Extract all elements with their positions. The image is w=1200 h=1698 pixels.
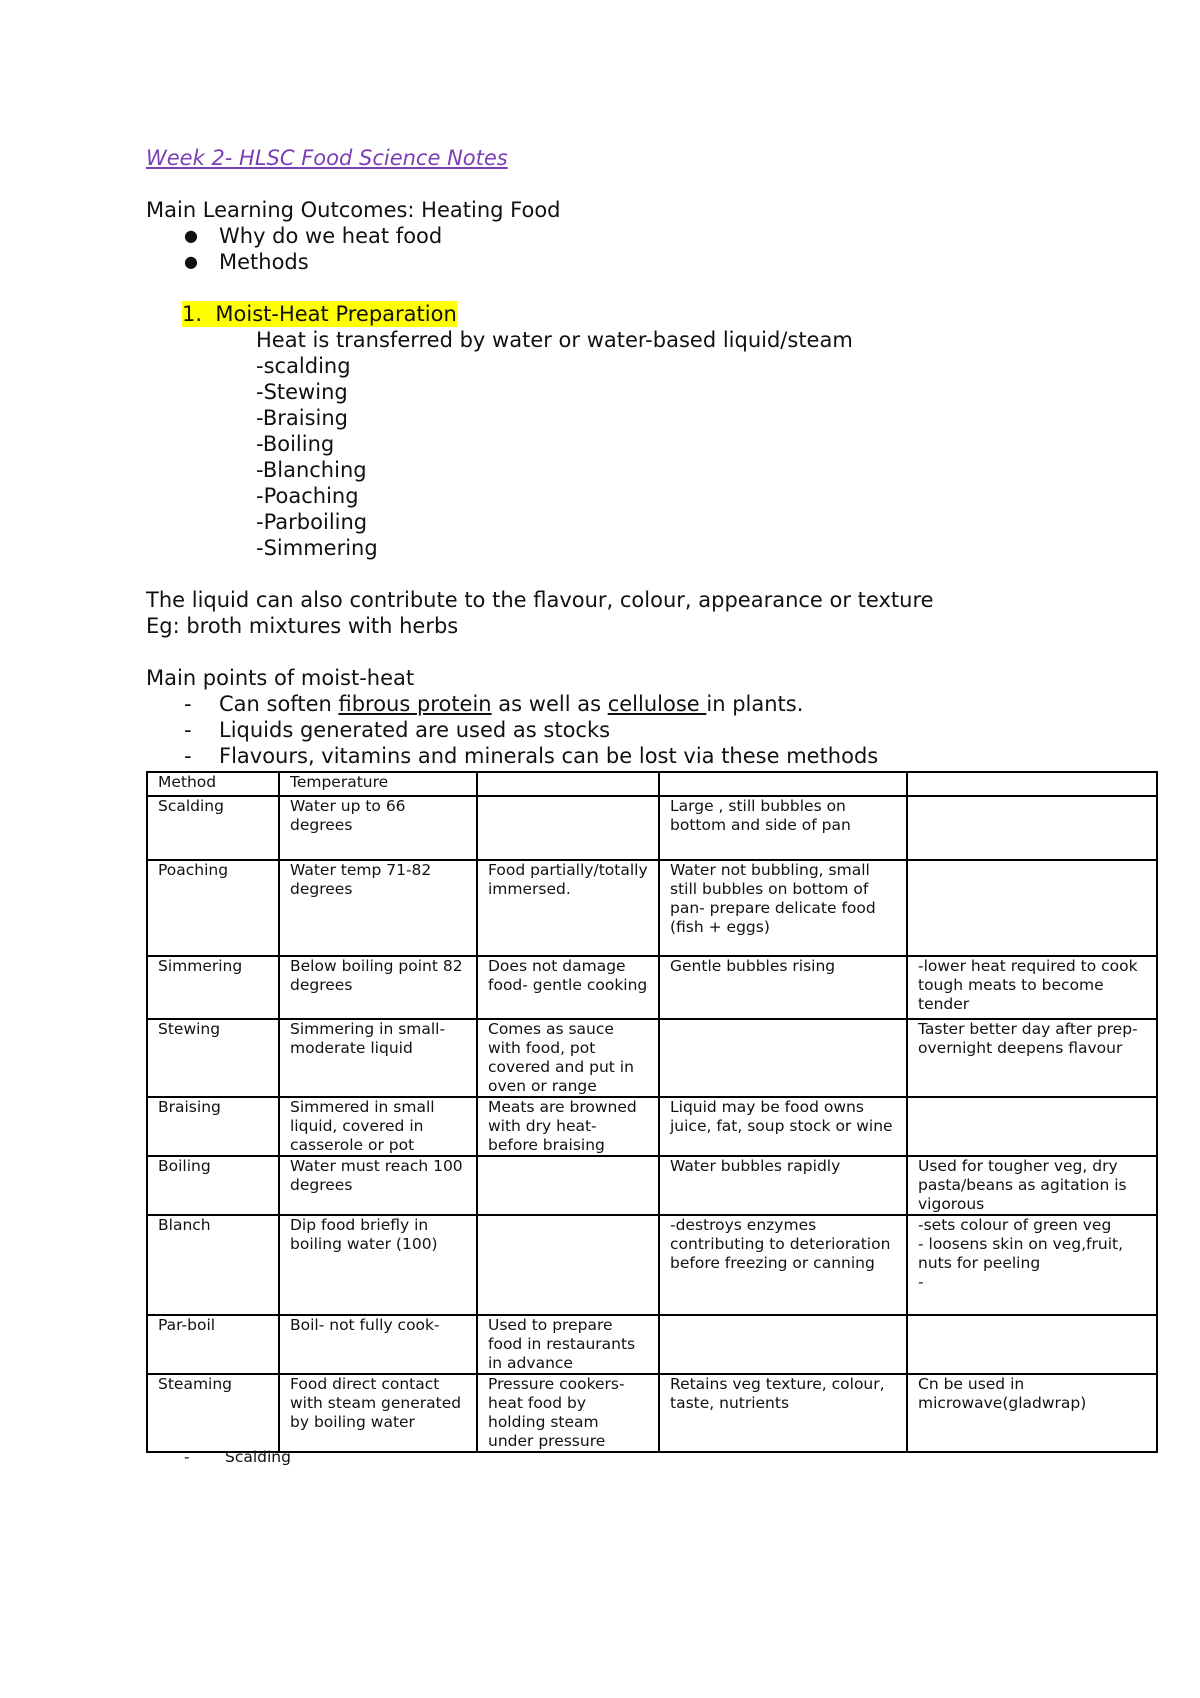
table-cell: Poaching [147, 860, 279, 956]
table-cell [907, 860, 1157, 956]
table-row [147, 956, 1157, 1019]
point-text: Liquids generated are used as stocks [219, 718, 611, 742]
method-list-item: -Braising [256, 406, 348, 430]
point-text: Can soften [219, 692, 339, 716]
table-cell [477, 796, 659, 860]
table-row [147, 1315, 1157, 1374]
main-point-item [146, 691, 1156, 717]
main-point-item [146, 743, 1156, 769]
bullet-icon: ● [184, 226, 198, 245]
table-cell [907, 1097, 1157, 1156]
dash-icon: - [184, 692, 192, 716]
bullet-icon: ● [184, 252, 198, 271]
table-cell: -lower heat required to cook tough meats to become tender [907, 956, 1157, 1019]
dash-icon: - [184, 744, 192, 768]
outcome-item [146, 223, 1156, 249]
table-cell: Blanch [147, 1215, 279, 1315]
method-list-item: -Parboiling [256, 510, 368, 534]
table-cell [907, 796, 1157, 860]
table-cell [659, 1019, 907, 1097]
outcome-item [146, 249, 1156, 275]
table-cell: Scalding [147, 796, 279, 860]
table-cell: Food partially/totally immersed. [477, 860, 659, 956]
method-list-item: -Blanching [256, 458, 367, 482]
table-cell: Large , still bubbles on bottom and side of pan [659, 796, 907, 860]
table-cell: Meats are browned with dry heat- before braising [477, 1097, 659, 1156]
dash-icon: - [184, 1448, 190, 1466]
table-cell: Liquid may be food owns juice, fat, soup stock or wine [659, 1097, 907, 1156]
table-cell [477, 1156, 659, 1215]
table-row [147, 796, 1157, 860]
point-text: Flavours, vitamins and minerals can be lost via these methods [219, 744, 879, 768]
table-cell: Retains veg texture, colour, taste, nutrients [659, 1374, 907, 1452]
header-cell [659, 772, 907, 796]
section-heading [146, 301, 1156, 327]
point-underline: fibrous protein [338, 692, 492, 716]
liquid-note: The liquid can also contribute to the flavour, colour, appearance or texture [146, 588, 934, 612]
outcome-text: Why do we heat food [219, 224, 443, 248]
table-cell: Braising [147, 1097, 279, 1156]
table-cell: Simmering in small-moderate liquid [279, 1019, 477, 1097]
table-cell: -destroys enzymes contributing to deterioration before freezing or canning [659, 1215, 907, 1315]
table-cell: Simmered in small liquid, covered in casserole or pot [279, 1097, 477, 1156]
header-cell: Method [147, 772, 279, 796]
table-cell: Cn be used in microwave(gladwrap) [907, 1374, 1157, 1452]
table-row [147, 860, 1157, 956]
table-row [147, 1156, 1157, 1215]
methods-table [146, 771, 1158, 1453]
table-cell: Water bubbles rapidly [659, 1156, 907, 1215]
page-title: Week 2- HLSC Food Science Notes [146, 146, 508, 170]
table-cell: Used to prepare food in restaurants in advance [477, 1315, 659, 1374]
main-points-heading: Main points of moist-heat [146, 666, 415, 690]
table-cell: Comes as sauce with food, pot covered and put in oven or range [477, 1019, 659, 1097]
table-row [147, 1019, 1157, 1097]
table-cell: Simmering [147, 956, 279, 1019]
table-cell: Does not damage food- gentle cooking [477, 956, 659, 1019]
section-heading-text: Moist-Heat Preparation [215, 302, 457, 326]
header-cell [907, 772, 1157, 796]
after-table-item [184, 1448, 291, 1467]
table-cell: Gentle bubbles rising [659, 956, 907, 1019]
section-intro: Heat is transferred by water or water-based liquid/steam [256, 328, 853, 352]
table-cell: Below boiling point 82 degrees [279, 956, 477, 1019]
table-row [147, 1097, 1157, 1156]
after-table-label: Scalding [225, 1448, 291, 1466]
method-list-item: -Poaching [256, 484, 359, 508]
table-cell: Water temp 71-82 degrees [279, 860, 477, 956]
dash-icon: - [184, 718, 192, 742]
method-list-item: -Simmering [256, 536, 378, 560]
method-list-item: -scalding [256, 354, 351, 378]
method-list-item: -Boiling [256, 432, 335, 456]
table-cell: Stewing [147, 1019, 279, 1097]
table-header-row [147, 772, 1157, 796]
table-cell: Water up to 66 degrees [279, 796, 477, 860]
method-list-item: -Stewing [256, 380, 348, 404]
outcomes-heading: Main Learning Outcomes: Heating Food [146, 198, 561, 222]
table-cell: Boiling [147, 1156, 279, 1215]
table-cell: Water must reach 100 degrees [279, 1156, 477, 1215]
table-cell: Water not bubbling, small still bubbles on bottom of pan- prepare delicate food (fish + eggs) [659, 860, 907, 956]
point-underline: cellulose [607, 692, 707, 716]
table-cell: Taster better day after prep- overnight deepens flavour [907, 1019, 1157, 1097]
document-page [146, 145, 1156, 769]
table-cell: -sets colour of green veg - loosens skin on veg,fruit, nuts for peeling - [907, 1215, 1157, 1315]
example-note: Eg: broth mixtures with herbs [146, 614, 459, 638]
table-cell: Boil- not fully cook- [279, 1315, 477, 1374]
table-cell [477, 1215, 659, 1315]
main-point-item [146, 717, 1156, 743]
table-row [147, 1374, 1157, 1452]
table-cell: Food direct contact with steam generated by boiling water [279, 1374, 477, 1452]
table-cell [907, 1315, 1157, 1374]
section-heading-highlight [182, 301, 457, 327]
table-cell [659, 1315, 907, 1374]
header-cell: Temperature [279, 772, 477, 796]
header-cell [477, 772, 659, 796]
table-cell: Dip food briefly in boiling water (100) [279, 1215, 477, 1315]
point-text: in plants. [706, 692, 804, 716]
table-cell: Pressure cookers- heat food by holding steam under pressure [477, 1374, 659, 1452]
point-text: as well as [491, 692, 608, 716]
table-cell: Used for tougher veg, dry pasta/beans as agitation is vigorous [907, 1156, 1157, 1215]
table-cell: Par-boil [147, 1315, 279, 1374]
table-cell: Steaming [147, 1374, 279, 1452]
outcome-text: Methods [219, 250, 309, 274]
table-row [147, 1215, 1157, 1315]
section-number: 1. [182, 302, 203, 326]
